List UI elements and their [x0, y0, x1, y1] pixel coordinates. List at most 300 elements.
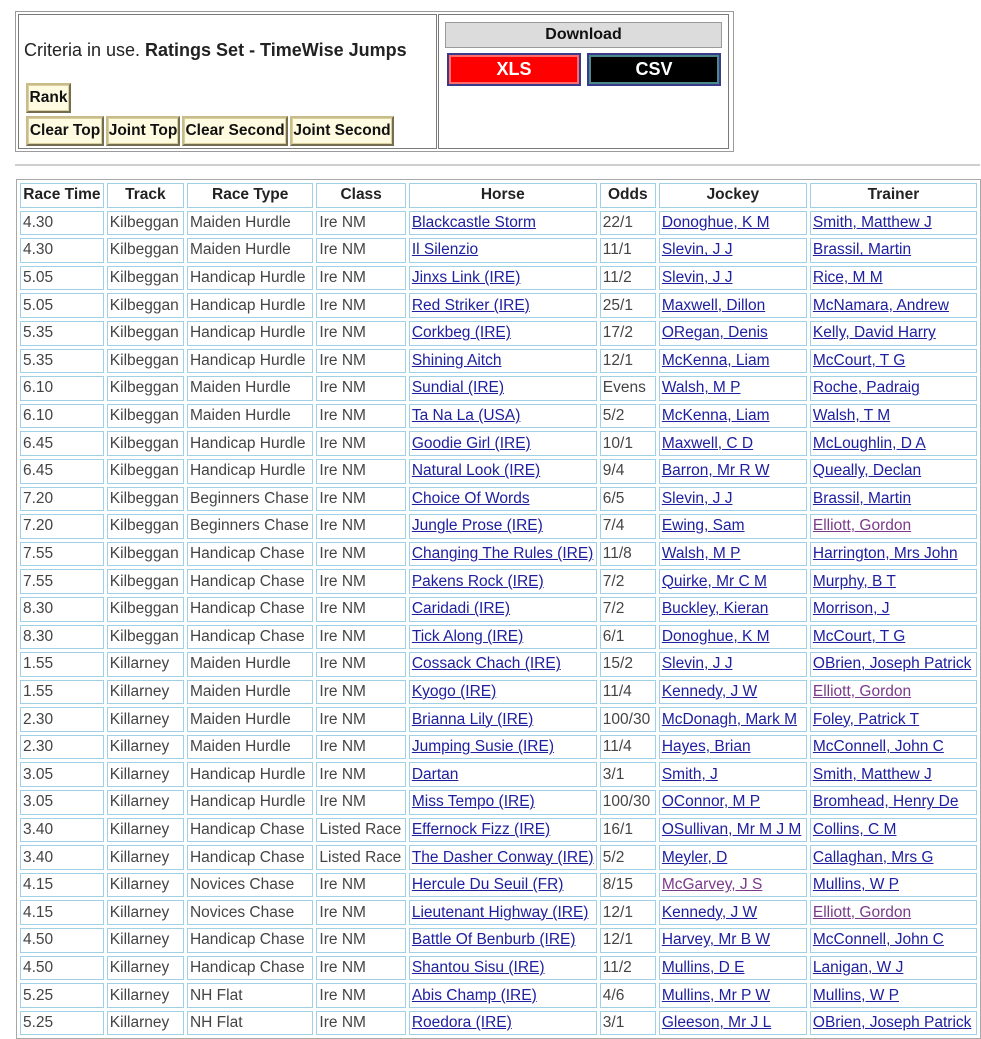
horse-link[interactable]: Goodie Girl (IRE)	[411, 434, 531, 452]
trainer-cell	[810, 597, 977, 622]
rank-button[interactable]: Rank	[26, 83, 71, 113]
criteria-box	[18, 14, 437, 149]
jockey-cell	[659, 569, 807, 594]
jockey-link[interactable]: Ewing, Sam	[661, 517, 745, 535]
table-row	[20, 238, 977, 263]
odds-cell: 25/1	[600, 293, 656, 318]
table-row	[20, 321, 977, 346]
race-time-cell: 5.35	[20, 349, 104, 374]
jockey-link[interactable]: Slevin, J J	[661, 655, 733, 673]
race-type-cell: Handicap Chase	[187, 542, 313, 567]
trainer-cell	[810, 625, 977, 650]
table-row	[20, 956, 977, 981]
jockey-link[interactable]: Meyler, D	[661, 848, 728, 866]
jockey-link[interactable]: Slevin, J J	[661, 241, 733, 259]
jockey-cell	[659, 900, 807, 925]
trainer-link[interactable]: Lanigan, W J	[812, 958, 904, 976]
trainer-cell	[810, 762, 977, 787]
jockey-link[interactable]: Maxwell, C D	[661, 434, 754, 452]
race-type-cell: NH Flat	[187, 1011, 313, 1036]
trainer-cell	[810, 1011, 977, 1036]
trainer-link[interactable]: Queally, Declan	[812, 462, 922, 480]
column-header-jockey: Jockey	[659, 183, 807, 208]
odds-cell: 5/2	[600, 404, 656, 429]
track-cell: Killarney	[107, 873, 184, 898]
odds-cell: 11/2	[600, 266, 656, 291]
horse-link[interactable]: Brianna Lily (IRE)	[411, 710, 534, 728]
horse-cell	[409, 956, 597, 981]
table-row	[20, 735, 977, 760]
horse-link[interactable]: Corkbeg (IRE)	[411, 324, 511, 342]
trainer-link[interactable]: Brassil, Martin	[812, 241, 912, 259]
trainer-link[interactable]: Smith, Matthew J	[812, 213, 932, 231]
trainer-link[interactable]: Elliott, Gordon	[812, 517, 912, 535]
ratings-set-label: Ratings Set - TimeWise Jumps	[145, 40, 407, 60]
horse-cell	[409, 431, 597, 456]
horse-link[interactable]: Pakens Rock (IRE)	[411, 572, 544, 590]
trainer-link[interactable]: McNamara, Andrew	[812, 296, 949, 314]
class-cell: Ire NM	[316, 680, 405, 705]
trainer-link[interactable]: McCourt, T G	[812, 627, 906, 645]
jockey-link[interactable]: Kennedy, J W	[661, 903, 758, 921]
jockey-link[interactable]: McGarvey, J S	[661, 876, 763, 894]
race-type-cell: Handicap Chase	[187, 569, 313, 594]
race-time-cell: 7.55	[20, 569, 104, 594]
horse-cell	[409, 321, 597, 346]
table-row	[20, 266, 977, 291]
header-row	[20, 183, 977, 208]
jockey-cell	[659, 376, 807, 401]
odds-cell: 11/4	[600, 680, 656, 705]
criteria-prefix: Criteria in use.	[24, 40, 146, 60]
trainer-cell	[810, 514, 977, 539]
class-cell: Ire NM	[316, 293, 405, 318]
jockey-link[interactable]: Gleeson, Mr J L	[661, 1014, 772, 1032]
table-row	[20, 845, 977, 870]
joint-second-button[interactable]: Joint Second	[290, 116, 394, 146]
horse-cell	[409, 376, 597, 401]
race-type-cell: Handicap Hurdle	[187, 321, 313, 346]
race-type-cell: Handicap Chase	[187, 597, 313, 622]
table-row	[20, 762, 977, 787]
jockey-link[interactable]: Hayes, Brian	[661, 738, 751, 756]
trainer-link[interactable]: Elliott, Gordon	[812, 682, 912, 700]
odds-cell: 17/2	[600, 321, 656, 346]
race-time-cell: 5.25	[20, 1011, 104, 1036]
odds-cell: 12/1	[600, 900, 656, 925]
clear-top-button[interactable]: Clear Top	[26, 116, 104, 146]
table-row	[20, 349, 977, 374]
download-heading: Download	[445, 22, 722, 48]
class-cell: Ire NM	[316, 349, 405, 374]
column-header-horse: Horse	[409, 183, 597, 208]
track-cell: Kilbeggan	[107, 211, 184, 236]
horse-link[interactable]: Jinxs Link (IRE)	[411, 269, 521, 287]
race-time-cell: 4.50	[20, 956, 104, 981]
class-cell: Listed Race	[316, 818, 405, 843]
column-header-race-time: Race Time	[20, 183, 104, 208]
horse-cell	[409, 542, 597, 567]
jockey-link[interactable]: Smith, J	[661, 765, 718, 783]
table-row	[20, 790, 977, 815]
track-cell: Killarney	[107, 652, 184, 677]
table-row	[20, 459, 977, 484]
track-cell: Kilbeggan	[107, 431, 184, 456]
jockey-cell	[659, 459, 807, 484]
horse-link[interactable]: Effernock Fizz (IRE)	[411, 820, 551, 838]
race-type-cell: Maiden Hurdle	[187, 404, 313, 429]
trainer-cell	[810, 404, 977, 429]
race-time-cell: 7.20	[20, 514, 104, 539]
track-cell: Kilbeggan	[107, 569, 184, 594]
clear-second-button[interactable]: Clear Second	[182, 116, 288, 146]
table-row	[20, 680, 977, 705]
jockey-link[interactable]: Donoghue, K M	[661, 627, 770, 645]
horse-link[interactable]: Ta Na La (USA)	[411, 407, 521, 425]
class-cell: Ire NM	[316, 569, 405, 594]
race-time-cell: 2.30	[20, 707, 104, 732]
class-cell: Ire NM	[316, 211, 405, 236]
class-cell: Ire NM	[316, 1011, 405, 1036]
odds-cell: 22/1	[600, 211, 656, 236]
race-type-cell: Maiden Hurdle	[187, 238, 313, 263]
odds-cell: 7/2	[600, 569, 656, 594]
trainer-link[interactable]: McConnell, John C	[812, 738, 944, 756]
race-time-cell: 4.30	[20, 211, 104, 236]
track-cell: Killarney	[107, 900, 184, 925]
class-cell: Ire NM	[316, 376, 405, 401]
horse-cell	[409, 569, 597, 594]
trainer-cell	[810, 487, 977, 512]
track-cell: Killarney	[107, 845, 184, 870]
odds-cell: 15/2	[600, 652, 656, 677]
jockey-link[interactable]: McKenna, Liam	[661, 407, 770, 425]
class-cell: Ire NM	[316, 928, 405, 953]
horse-cell	[409, 983, 597, 1008]
horse-link[interactable]: Hercule Du Seuil (FR)	[411, 876, 564, 894]
jockey-cell	[659, 983, 807, 1008]
odds-cell: 8/15	[600, 873, 656, 898]
horse-cell	[409, 293, 597, 318]
trainer-link[interactable]: Bromhead, Henry De	[812, 793, 959, 811]
download-csv-button[interactable]: CSV	[587, 53, 721, 86]
jockey-link[interactable]: Quirke, Mr C M	[661, 572, 767, 590]
race-time-cell: 7.20	[20, 487, 104, 512]
table-row	[20, 928, 977, 953]
horse-link[interactable]: Tick Along (IRE)	[411, 627, 524, 645]
race-time-cell: 3.05	[20, 790, 104, 815]
track-cell: Killarney	[107, 680, 184, 705]
table-row	[20, 707, 977, 732]
race-type-cell: Handicap Hurdle	[187, 431, 313, 456]
race-time-cell: 6.10	[20, 376, 104, 401]
table-row	[20, 818, 977, 843]
track-cell: Kilbeggan	[107, 266, 184, 291]
jockey-link[interactable]: OConnor, M P	[661, 793, 761, 811]
jockey-cell	[659, 431, 807, 456]
horse-cell	[409, 680, 597, 705]
horse-link[interactable]: Blackcastle Storm	[411, 213, 536, 231]
horse-cell	[409, 487, 597, 512]
trainer-cell	[810, 790, 977, 815]
trainer-cell	[810, 680, 977, 705]
horse-link[interactable]: Il Silenzio	[411, 241, 479, 259]
joint-top-button[interactable]: Joint Top	[106, 116, 180, 146]
trainer-link[interactable]: Brassil, Martin	[812, 489, 912, 507]
jockey-link[interactable]: OSullivan, Mr M J M	[661, 820, 802, 838]
trainer-link[interactable]: Harrington, Mrs John	[812, 545, 958, 563]
trainer-cell	[810, 293, 977, 318]
horse-link[interactable]: Battle Of Benburb (IRE)	[411, 931, 576, 949]
track-cell: Kilbeggan	[107, 404, 184, 429]
column-header-track: Track	[107, 183, 184, 208]
trainer-cell	[810, 459, 977, 484]
race-time-cell: 4.15	[20, 900, 104, 925]
horse-cell	[409, 238, 597, 263]
odds-cell: 3/1	[600, 762, 656, 787]
race-time-cell: 6.45	[20, 459, 104, 484]
trainer-link[interactable]: Roche, Padraig	[812, 379, 920, 397]
jockey-link[interactable]: McKenna, Liam	[661, 351, 770, 369]
race-time-cell: 7.55	[20, 542, 104, 567]
race-type-cell: Maiden Hurdle	[187, 652, 313, 677]
race-type-cell: Novices Chase	[187, 900, 313, 925]
race-type-cell: Handicap Hurdle	[187, 790, 313, 815]
race-type-cell: Maiden Hurdle	[187, 735, 313, 760]
race-type-cell: Handicap Hurdle	[187, 293, 313, 318]
race-type-cell: Beginners Chase	[187, 487, 313, 512]
class-cell: Ire NM	[316, 762, 405, 787]
trainer-cell	[810, 321, 977, 346]
class-cell: Ire NM	[316, 873, 405, 898]
table-row	[20, 597, 977, 622]
column-header-class: Class	[316, 183, 405, 208]
horse-link[interactable]: Cossack Chach (IRE)	[411, 655, 561, 673]
jockey-link[interactable]: Walsh, M P	[661, 379, 741, 397]
jockey-cell	[659, 487, 807, 512]
trainer-cell	[810, 211, 977, 236]
trainer-cell	[810, 956, 977, 981]
trainer-cell	[810, 707, 977, 732]
jockey-cell	[659, 956, 807, 981]
trainer-cell	[810, 818, 977, 843]
class-cell: Ire NM	[316, 790, 405, 815]
horse-link[interactable]: The Dasher Conway (IRE)	[411, 848, 594, 866]
trainer-link[interactable]: McLoughlin, D A	[812, 434, 926, 452]
odds-cell: 11/1	[600, 238, 656, 263]
jockey-cell	[659, 349, 807, 374]
trainer-link[interactable]: Morrison, J	[812, 600, 890, 618]
trainer-link[interactable]: Mullins, W P	[812, 986, 900, 1004]
horse-cell	[409, 762, 597, 787]
horse-cell	[409, 404, 597, 429]
horse-link[interactable]: Lieutenant Highway (IRE)	[411, 903, 589, 921]
horse-cell	[409, 266, 597, 291]
track-cell: Kilbeggan	[107, 293, 184, 318]
trainer-link[interactable]: McConnell, John C	[812, 931, 944, 949]
trainer-link[interactable]: Collins, C M	[812, 820, 897, 838]
horse-link[interactable]: Jungle Prose (IRE)	[411, 517, 543, 535]
odds-cell: 11/8	[600, 542, 656, 567]
race-type-cell: NH Flat	[187, 983, 313, 1008]
download-xls-button[interactable]: XLS	[447, 53, 581, 86]
horse-cell	[409, 790, 597, 815]
race-time-cell: 2.30	[20, 735, 104, 760]
trainer-cell	[810, 845, 977, 870]
trainer-link[interactable]: Mullins, W P	[812, 876, 900, 894]
race-time-cell: 8.30	[20, 625, 104, 650]
trainer-cell	[810, 873, 977, 898]
horse-cell	[409, 211, 597, 236]
jockey-cell	[659, 266, 807, 291]
trainer-link[interactable]: Elliott, Gordon	[812, 903, 912, 921]
table-row	[20, 900, 977, 925]
horse-link[interactable]: Natural Look (IRE)	[411, 462, 541, 480]
trainer-link[interactable]: OBrien, Joseph Patrick	[812, 1014, 972, 1032]
class-cell: Ire NM	[316, 652, 405, 677]
horse-cell	[409, 707, 597, 732]
trainer-cell	[810, 431, 977, 456]
trainer-link[interactable]: McCourt, T G	[812, 351, 906, 369]
trainer-link[interactable]: Murphy, B T	[812, 572, 896, 590]
track-cell: Killarney	[107, 928, 184, 953]
horse-link[interactable]: Miss Tempo (IRE)	[411, 793, 535, 811]
trainer-cell	[810, 266, 977, 291]
race-time-cell: 3.40	[20, 845, 104, 870]
odds-cell: 11/4	[600, 735, 656, 760]
race-type-cell: Handicap Chase	[187, 625, 313, 650]
horse-link[interactable]: Shining Aitch	[411, 351, 502, 369]
jockey-cell	[659, 790, 807, 815]
horse-link[interactable]: Jumping Susie (IRE)	[411, 738, 554, 756]
race-time-cell: 5.25	[20, 983, 104, 1008]
race-time-cell: 5.35	[20, 321, 104, 346]
horse-link[interactable]: Changing The Rules (IRE)	[411, 545, 594, 563]
trainer-link[interactable]: Smith, Matthew J	[812, 765, 932, 783]
race-time-cell: 3.40	[20, 818, 104, 843]
trainer-link[interactable]: OBrien, Joseph Patrick	[812, 655, 972, 673]
race-time-cell: 5.05	[20, 293, 104, 318]
race-type-cell: Novices Chase	[187, 873, 313, 898]
track-cell: Killarney	[107, 1011, 184, 1036]
trainer-cell	[810, 376, 977, 401]
race-type-cell: Beginners Chase	[187, 514, 313, 539]
horse-link[interactable]: Caridadi (IRE)	[411, 600, 511, 618]
trainer-cell	[810, 542, 977, 567]
jockey-link[interactable]: Harvey, Mr B W	[661, 931, 771, 949]
race-time-cell: 6.45	[20, 431, 104, 456]
horse-link[interactable]: Abis Champ (IRE)	[411, 986, 537, 1004]
jockey-link[interactable]: Kennedy, J W	[661, 682, 758, 700]
jockey-link[interactable]: Donoghue, K M	[661, 213, 770, 231]
jockey-link[interactable]: ORegan, Denis	[661, 324, 768, 342]
horse-link[interactable]: Roedora (IRE)	[411, 1014, 512, 1032]
odds-cell: 10/1	[600, 431, 656, 456]
track-cell: Kilbeggan	[107, 349, 184, 374]
divider	[15, 164, 980, 166]
trainer-link[interactable]: Kelly, David Harry	[812, 324, 936, 342]
table-row	[20, 569, 977, 594]
jockey-cell	[659, 873, 807, 898]
jockey-link[interactable]: Barron, Mr R W	[661, 462, 770, 480]
jockey-cell	[659, 404, 807, 429]
horse-link[interactable]: Shantou Sisu (IRE)	[411, 958, 545, 976]
track-cell: Killarney	[107, 735, 184, 760]
odds-cell: Evens	[600, 376, 656, 401]
jockey-link[interactable]: Walsh, M P	[661, 545, 741, 563]
jockey-link[interactable]: Slevin, J J	[661, 489, 733, 507]
odds-cell: 100/30	[600, 707, 656, 732]
horse-link[interactable]: Sundial (IRE)	[411, 379, 505, 397]
race-time-cell: 4.50	[20, 928, 104, 953]
jockey-link[interactable]: Buckley, Kieran	[661, 600, 769, 618]
race-type-cell: Maiden Hurdle	[187, 707, 313, 732]
horse-cell	[409, 735, 597, 760]
odds-cell: 100/30	[600, 790, 656, 815]
trainer-cell	[810, 238, 977, 263]
table-row	[20, 873, 977, 898]
criteria-text	[24, 40, 407, 61]
jockey-link[interactable]: Mullins, Mr P W	[661, 986, 771, 1004]
odds-cell: 4/6	[600, 983, 656, 1008]
trainer-cell	[810, 735, 977, 760]
track-cell: Kilbeggan	[107, 625, 184, 650]
jockey-cell	[659, 735, 807, 760]
table-row	[20, 542, 977, 567]
jockey-cell	[659, 321, 807, 346]
table-row	[20, 487, 977, 512]
trainer-link[interactable]: Callaghan, Mrs G	[812, 848, 934, 866]
table-row	[20, 404, 977, 429]
trainer-cell	[810, 900, 977, 925]
horse-cell	[409, 459, 597, 484]
race-type-cell: Handicap Chase	[187, 956, 313, 981]
jockey-cell	[659, 514, 807, 539]
trainer-link[interactable]: Walsh, T M	[812, 407, 891, 425]
race-time-cell: 5.05	[20, 266, 104, 291]
class-cell: Ire NM	[316, 735, 405, 760]
jockey-link[interactable]: Maxwell, Dillon	[661, 296, 766, 314]
horse-link[interactable]: Choice Of Words	[411, 489, 530, 507]
jockey-link[interactable]: Slevin, J J	[661, 269, 733, 287]
jockey-cell	[659, 680, 807, 705]
class-cell: Ire NM	[316, 459, 405, 484]
table-row	[20, 1011, 977, 1036]
class-cell: Ire NM	[316, 542, 405, 567]
table-row	[20, 652, 977, 677]
horse-cell	[409, 1011, 597, 1036]
table-row	[20, 625, 977, 650]
trainer-link[interactable]: Rice, M M	[812, 269, 883, 287]
odds-cell: 6/5	[600, 487, 656, 512]
jockey-link[interactable]: McDonagh, Mark M	[661, 710, 798, 728]
horse-link[interactable]: Kyogo (IRE)	[411, 682, 497, 700]
trainer-link[interactable]: Foley, Patrick T	[812, 710, 920, 728]
jockey-cell	[659, 1011, 807, 1036]
horse-cell	[409, 928, 597, 953]
jockey-cell	[659, 928, 807, 953]
horse-link[interactable]: Dartan	[411, 765, 459, 783]
table-row	[20, 514, 977, 539]
trainer-cell	[810, 569, 977, 594]
race-type-cell: Handicap Hurdle	[187, 762, 313, 787]
table-row	[20, 376, 977, 401]
horse-link[interactable]: Red Striker (IRE)	[411, 296, 530, 314]
jockey-link[interactable]: Mullins, D E	[661, 958, 745, 976]
jockey-cell	[659, 542, 807, 567]
track-cell: Killarney	[107, 983, 184, 1008]
track-cell: Kilbeggan	[107, 238, 184, 263]
